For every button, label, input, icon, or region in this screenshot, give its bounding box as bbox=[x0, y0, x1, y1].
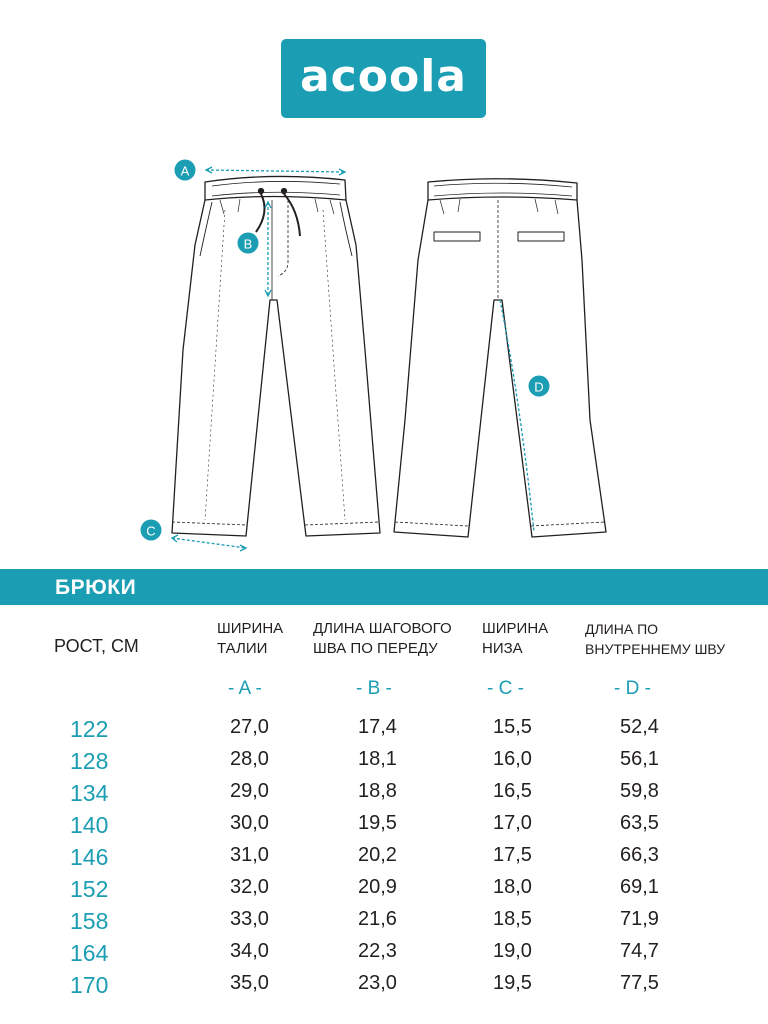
column-header-d-line1: ДЛИНА ПО bbox=[585, 621, 659, 637]
table-row bbox=[0, 844, 768, 876]
waist-width-cell: 29,0 bbox=[230, 780, 269, 802]
waist-width-cell: 32,0 bbox=[230, 876, 269, 898]
inseam-cell: 52,4 bbox=[620, 716, 659, 738]
waist-width-cell: 35,0 bbox=[230, 972, 269, 994]
label-d: D bbox=[534, 379, 544, 395]
column-header-c-line2: НИЗА bbox=[482, 640, 523, 657]
size-cell: 170 bbox=[70, 972, 109, 998]
column-header-a-line1: ШИРИНА bbox=[217, 620, 284, 637]
size-cell: 158 bbox=[70, 908, 109, 934]
front-rise-cell: 18,1 bbox=[358, 748, 397, 770]
hem-width-cell: 16,5 bbox=[493, 780, 532, 802]
inseam-cell: 56,1 bbox=[620, 748, 659, 770]
label-b: B bbox=[243, 236, 253, 252]
brand-logo bbox=[281, 39, 486, 118]
size-cell: 122 bbox=[70, 716, 109, 742]
waist-width-cell: 27,0 bbox=[230, 716, 269, 738]
product-title-band bbox=[0, 569, 768, 605]
table-row bbox=[0, 940, 768, 972]
hem-width-cell: 18,5 bbox=[493, 908, 532, 930]
size-cell: 128 bbox=[70, 748, 109, 774]
product-title: БРЮКИ bbox=[55, 576, 137, 599]
inseam-cell: 66,3 bbox=[620, 844, 659, 866]
label-c: C bbox=[146, 523, 156, 539]
logo-text: acoola bbox=[299, 51, 467, 102]
label-b-marker bbox=[238, 233, 259, 254]
column-header-b bbox=[313, 619, 452, 659]
inseam-cell: 63,5 bbox=[620, 812, 659, 834]
hem-width-cell: 17,0 bbox=[493, 812, 532, 834]
label-c-marker bbox=[141, 520, 162, 541]
column-code-c: - C - bbox=[487, 678, 524, 699]
label-d-marker bbox=[529, 376, 550, 397]
size-cell: 164 bbox=[70, 940, 109, 966]
column-header-a-line2: ТАЛИИ bbox=[217, 640, 268, 657]
trousers-measurement-diagram bbox=[0, 140, 768, 560]
table-row bbox=[0, 972, 768, 1004]
front-rise-cell: 20,2 bbox=[358, 844, 397, 866]
size-cell: 140 bbox=[70, 812, 109, 838]
table-row bbox=[0, 716, 768, 748]
column-code-d: - D - bbox=[614, 678, 651, 699]
waist-width-cell: 33,0 bbox=[230, 908, 269, 930]
column-header-c-line1: ШИРИНА bbox=[482, 620, 549, 637]
column-code-a: - A - bbox=[228, 678, 262, 699]
front-rise-cell: 18,8 bbox=[358, 780, 397, 802]
hem-width-cell: 18,0 bbox=[493, 876, 532, 898]
inseam-cell: 77,5 bbox=[620, 972, 659, 994]
hem-width-cell: 17,5 bbox=[493, 844, 532, 866]
waist-width-cell: 30,0 bbox=[230, 812, 269, 834]
waist-width-cell: 31,0 bbox=[230, 844, 269, 866]
hem-width-cell: 15,5 bbox=[493, 716, 532, 738]
hem-width-cell: 16,0 bbox=[493, 748, 532, 770]
front-rise-cell: 23,0 bbox=[358, 972, 397, 994]
size-cell: 134 bbox=[70, 780, 109, 806]
inseam-cell: 71,9 bbox=[620, 908, 659, 930]
column-header-c bbox=[482, 619, 548, 659]
front-rise-cell: 19,5 bbox=[358, 812, 397, 834]
inseam-cell: 69,1 bbox=[620, 876, 659, 898]
table-row bbox=[0, 748, 768, 780]
label-a: A bbox=[180, 163, 190, 179]
column-header-a bbox=[217, 619, 283, 659]
waist-width-cell: 28,0 bbox=[230, 748, 269, 770]
size-column-header: РОСТ, СМ bbox=[54, 636, 139, 656]
column-header-d bbox=[585, 619, 725, 659]
trousers-back-view bbox=[394, 179, 606, 537]
table-row bbox=[0, 876, 768, 908]
front-rise-cell: 17,4 bbox=[358, 716, 397, 738]
inseam-cell: 59,8 bbox=[620, 780, 659, 802]
front-rise-cell: 20,9 bbox=[358, 876, 397, 898]
front-rise-cell: 22,3 bbox=[358, 940, 397, 962]
label-a-marker bbox=[175, 160, 196, 181]
inseam-cell: 74,7 bbox=[620, 940, 659, 962]
column-header-d-line2: ВНУТРЕННЕМУ ШВУ bbox=[585, 641, 726, 657]
waist-width-cell: 34,0 bbox=[230, 940, 269, 962]
trousers-front-view bbox=[172, 176, 380, 536]
size-cell: 146 bbox=[70, 844, 109, 870]
table-row bbox=[0, 780, 768, 812]
size-cell: 152 bbox=[70, 876, 109, 902]
front-rise-cell: 21,6 bbox=[358, 908, 397, 930]
column-header-b-line1: ДЛИНА ШАГОВОГО bbox=[313, 620, 452, 637]
column-header-b-line2: ШВА ПО ПЕРЕДУ bbox=[313, 640, 438, 657]
table-row bbox=[0, 908, 768, 940]
table-row bbox=[0, 812, 768, 844]
column-code-b: - B - bbox=[356, 678, 392, 699]
hem-width-cell: 19,5 bbox=[493, 972, 532, 994]
hem-width-cell: 19,0 bbox=[493, 940, 532, 962]
